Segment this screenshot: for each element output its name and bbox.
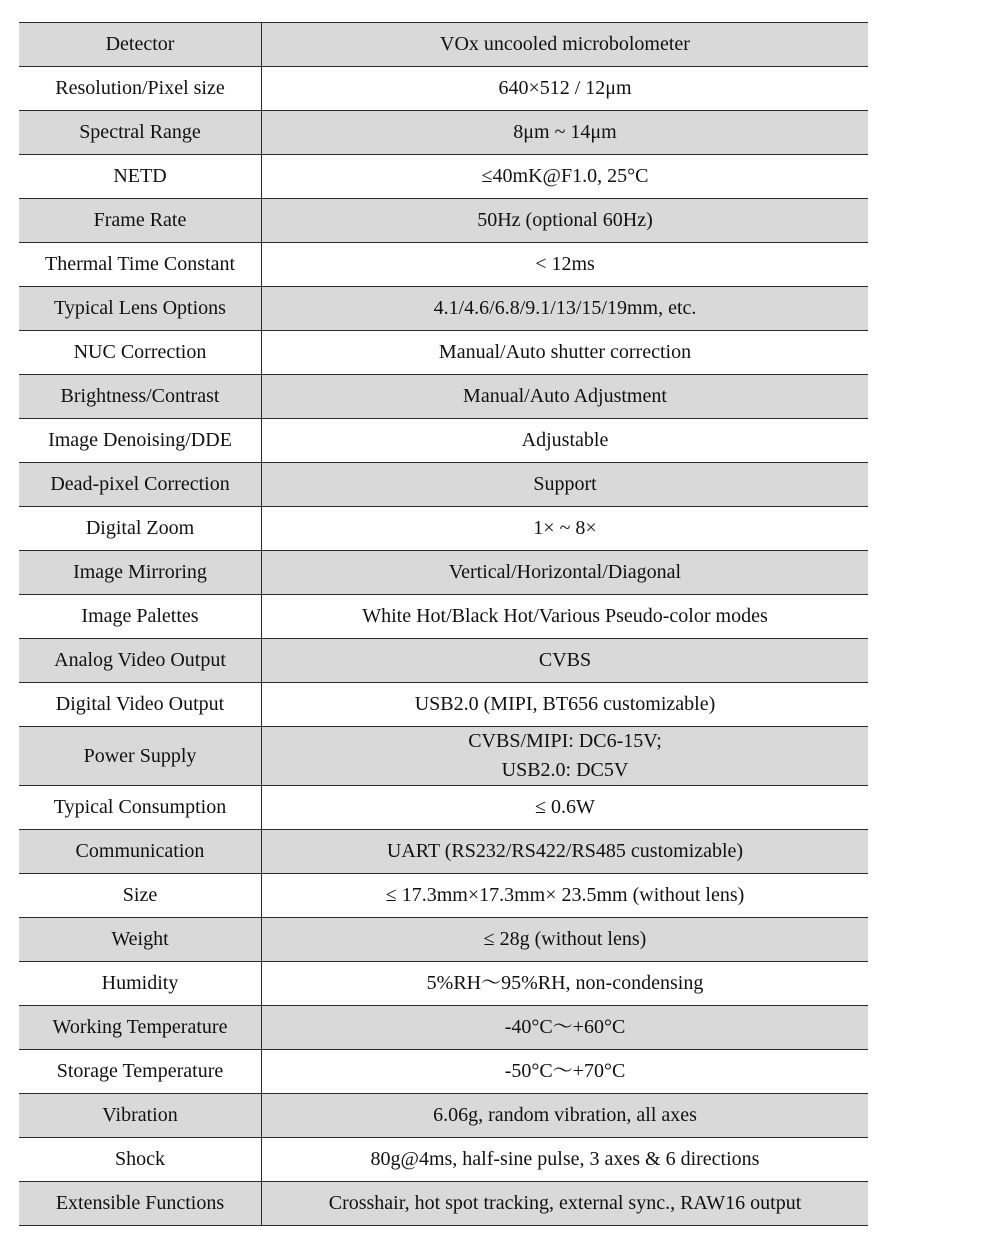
spec-row-weight bbox=[19, 918, 868, 962]
spec-label: Thermal Time Constant bbox=[19, 243, 262, 287]
spec-label: Working Temperature bbox=[19, 1006, 262, 1050]
spec-label: Shock bbox=[19, 1138, 262, 1182]
spec-row-spectral-range bbox=[19, 111, 868, 155]
spec-label: Size bbox=[19, 874, 262, 918]
spec-label: Communication bbox=[19, 830, 262, 874]
spec-value: -50°C～+70°C bbox=[262, 1050, 869, 1094]
spec-value: 8μm ~ 14μm bbox=[262, 111, 869, 155]
spec-value-line: CVBS/MIPI: DC6-15V; bbox=[468, 730, 662, 752]
spec-value: < 12ms bbox=[262, 243, 869, 287]
spec-value: Adjustable bbox=[262, 419, 869, 463]
spec-row-analog-video bbox=[19, 639, 868, 683]
spec-row-size bbox=[19, 874, 868, 918]
spec-row-frame-rate bbox=[19, 199, 868, 243]
spec-label: Spectral Range bbox=[19, 111, 262, 155]
spec-label: Brightness/Contrast bbox=[19, 375, 262, 419]
spec-value: USB2.0 (MIPI, BT656 customizable) bbox=[262, 683, 869, 727]
spec-label: Resolution/Pixel size bbox=[19, 67, 262, 111]
spec-row-consumption bbox=[19, 786, 868, 830]
spec-value: Crosshair, hot spot tracking, external sync., RAW16 output bbox=[262, 1182, 869, 1226]
spec-value: ≤ 0.6W bbox=[262, 786, 869, 830]
spec-label: Storage Temperature bbox=[19, 1050, 262, 1094]
spec-row-power-supply bbox=[19, 727, 868, 786]
spec-label: Detector bbox=[19, 23, 262, 67]
spec-value: 4.1/4.6/6.8/9.1/13/15/19mm, etc. bbox=[262, 287, 869, 331]
spec-row-lens-options bbox=[19, 287, 868, 331]
spec-value bbox=[262, 727, 869, 786]
specification-table bbox=[19, 22, 868, 1226]
spec-label: Power Supply bbox=[19, 727, 262, 786]
spec-row-digital-zoom bbox=[19, 507, 868, 551]
spec-row-communication bbox=[19, 830, 868, 874]
spec-value: 1× ~ 8× bbox=[262, 507, 869, 551]
spec-label: Typical Consumption bbox=[19, 786, 262, 830]
spec-row-shock bbox=[19, 1138, 868, 1182]
spec-row-denoising bbox=[19, 419, 868, 463]
spec-value: 5%RH～95%RH, non-condensing bbox=[262, 962, 869, 1006]
spec-label: Frame Rate bbox=[19, 199, 262, 243]
spec-value: Manual/Auto Adjustment bbox=[262, 375, 869, 419]
spec-value: Vertical/Horizontal/Diagonal bbox=[262, 551, 869, 595]
spec-value: CVBS bbox=[262, 639, 869, 683]
spec-row-brightness-contrast bbox=[19, 375, 868, 419]
spec-row-image-mirroring bbox=[19, 551, 868, 595]
spec-label: Extensible Functions bbox=[19, 1182, 262, 1226]
spec-value: VOx uncooled microbolometer bbox=[262, 23, 869, 67]
spec-row-detector bbox=[19, 23, 868, 67]
spec-value: 6.06g, random vibration, all axes bbox=[262, 1094, 869, 1138]
spec-label: Image Palettes bbox=[19, 595, 262, 639]
spec-label: Digital Video Output bbox=[19, 683, 262, 727]
spec-label: Image Denoising/DDE bbox=[19, 419, 262, 463]
spec-label: Typical Lens Options bbox=[19, 287, 262, 331]
spec-value: Manual/Auto shutter correction bbox=[262, 331, 869, 375]
spec-label: NETD bbox=[19, 155, 262, 199]
spec-value: ≤ 17.3mm×17.3mm× 23.5mm (without lens) bbox=[262, 874, 869, 918]
spec-value: UART (RS232/RS422/RS485 customizable) bbox=[262, 830, 869, 874]
spec-row-vibration bbox=[19, 1094, 868, 1138]
spec-row-storage-temperature bbox=[19, 1050, 868, 1094]
spec-label: Vibration bbox=[19, 1094, 262, 1138]
spec-value-line: USB2.0: DC5V bbox=[501, 759, 629, 781]
spec-value: 640×512 / 12μm bbox=[262, 67, 869, 111]
spec-label: NUC Correction bbox=[19, 331, 262, 375]
spec-row-working-temperature bbox=[19, 1006, 868, 1050]
spec-value: Support bbox=[262, 463, 869, 507]
spec-value: ≤ 28g (without lens) bbox=[262, 918, 869, 962]
spec-row-nuc-correction bbox=[19, 331, 868, 375]
spec-row-dead-pixel bbox=[19, 463, 868, 507]
spec-row-thermal-time-constant bbox=[19, 243, 868, 287]
spec-value: ≤40mK@F1.0, 25°C bbox=[262, 155, 869, 199]
spec-row-image-palettes bbox=[19, 595, 868, 639]
spec-label: Humidity bbox=[19, 962, 262, 1006]
spec-label: Digital Zoom bbox=[19, 507, 262, 551]
spec-row-netd bbox=[19, 155, 868, 199]
spec-value: 80g@4ms, half-sine pulse, 3 axes & 6 directions bbox=[262, 1138, 869, 1182]
spec-value: White Hot/Black Hot/Various Pseudo-color modes bbox=[262, 595, 869, 639]
spec-row-digital-video bbox=[19, 683, 868, 727]
spec-row-humidity bbox=[19, 962, 868, 1006]
spec-label: Weight bbox=[19, 918, 262, 962]
spec-label: Dead-pixel Correction bbox=[19, 463, 262, 507]
spec-value: -40°C～+60°C bbox=[262, 1006, 869, 1050]
spec-label: Image Mirroring bbox=[19, 551, 262, 595]
spec-row-resolution bbox=[19, 67, 868, 111]
spec-label: Analog Video Output bbox=[19, 639, 262, 683]
spec-value: 50Hz (optional 60Hz) bbox=[262, 199, 869, 243]
spec-row-extensible-functions bbox=[19, 1182, 868, 1226]
